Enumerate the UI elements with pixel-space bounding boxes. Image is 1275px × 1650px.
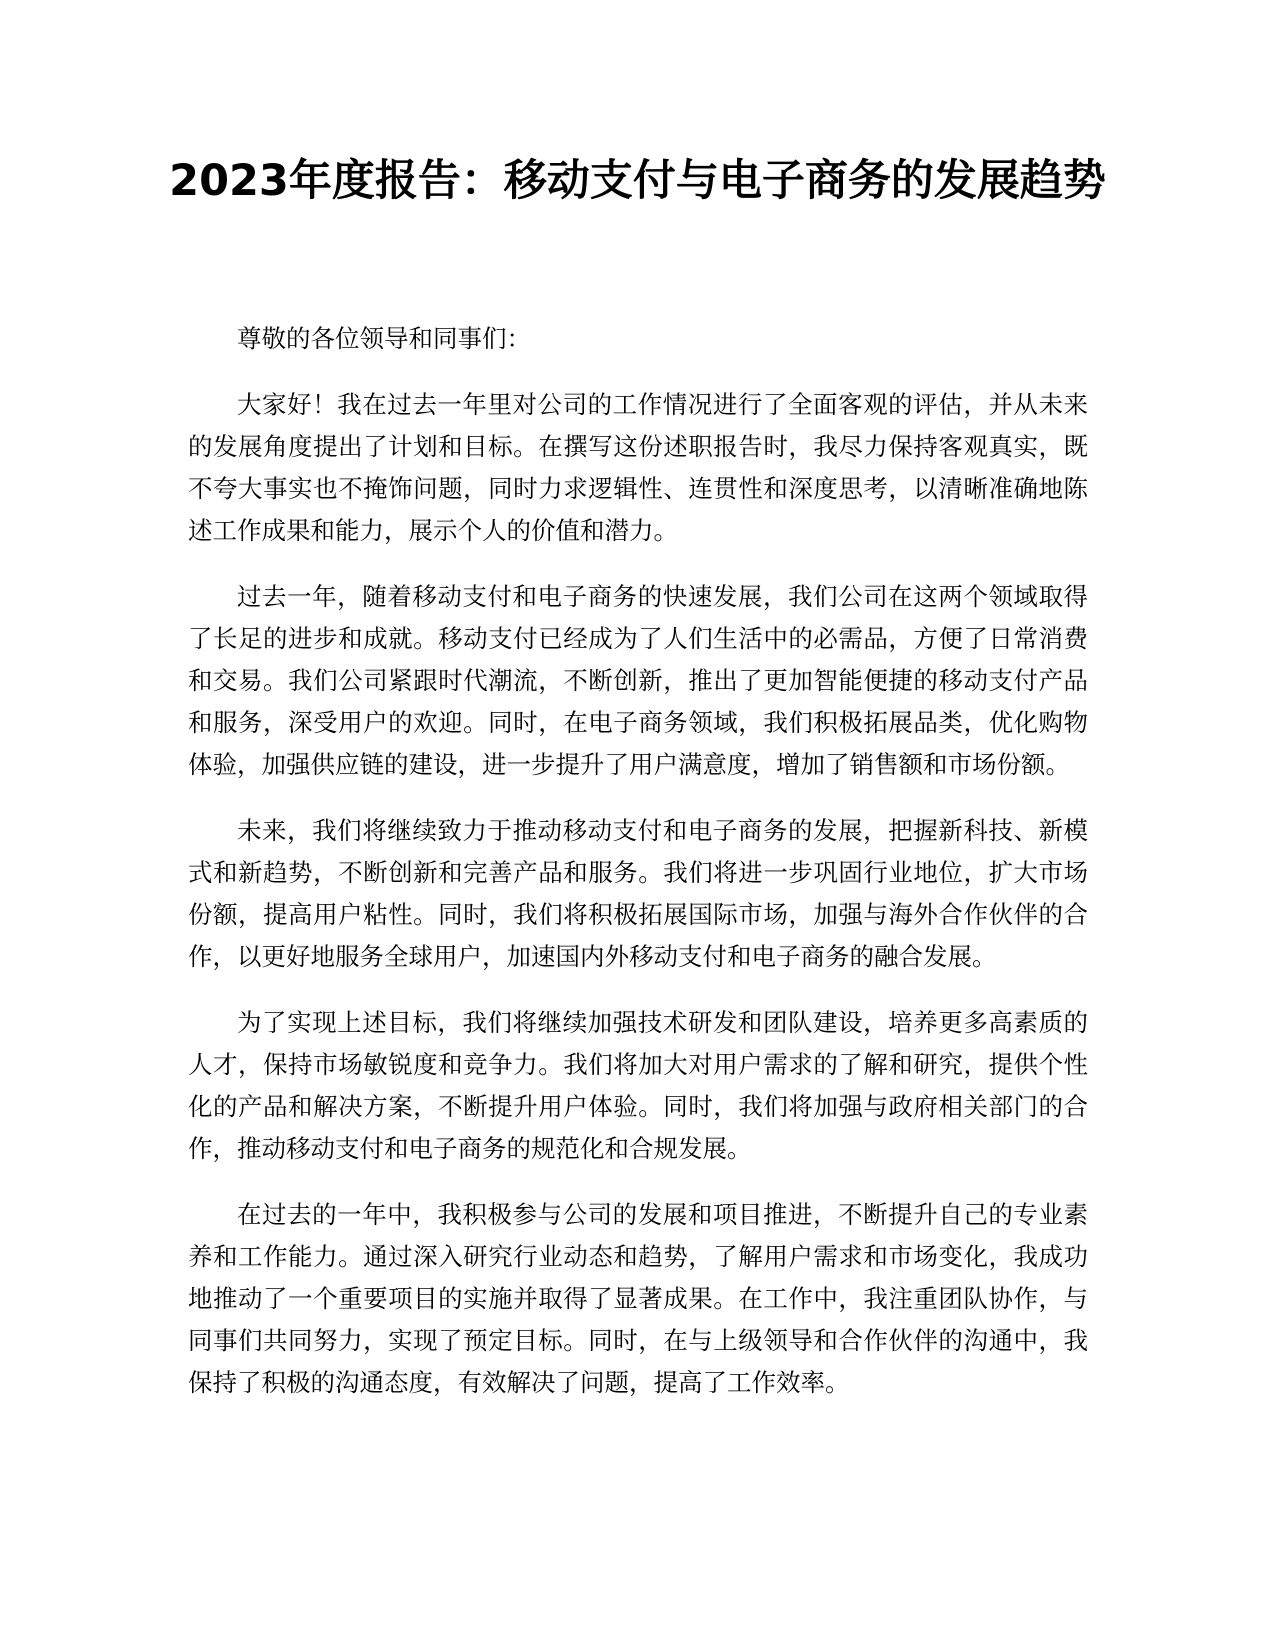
document-body [188,318,1088,1428]
paragraph-5: 在过去的一年中，我积极参与公司的发展和项目推进，不断提升自己的专业素养和工作能力。通过深入研究行业动态和趋势，了解用户需求和市场变化，我成功地推动了一个重要项目的实施并取得了显著成果。在工作中，我注重团队协作，与同事们共同努力，实现了预定目标。同时，在与上级领导和合作伙伴的沟通中，我保持了积极的沟通态度，有效解决了问题，提高了工作效率。 [188,1200,1088,1397]
paragraph-1: 大家好！我在过去一年里对公司的工作情况进行了全面客观的评估，并从未来的发展角度提出了计划和目标。在撰写这份述职报告时，我尽力保持客观真实，既不夸大事实也不掩饰问题，同时力求逻辑性、连贯性和深度思考，以清晰准确地陈述工作成果和能力，展示个人的价值和潜力。 [188,390,1088,545]
paragraph-2: 过去一年，随着移动支付和电子商务的快速发展，我们公司在这两个领域取得了长足的进步和成就。移动支付已经成为了人们生活中的必需品，方便了日常消费和交易。我们公司紧跟时代潮流，不断创新，推出了更加智能便捷的移动支付产品和服务，深受用户的欢迎。同时，在电子商务领域，我们积极拓展品类，优化购物体验，加强供应链的建设，进一步提升了用户满意度，增加了销售额和市场份额。 [188,582,1088,779]
document-title: 2023年度报告：移动支付与电子商务的发展趋势 [169,156,1106,206]
salutation: 尊敬的各位领导和同事们： [237,324,531,353]
paragraph-3: 未来，我们将继续致力于推动移动支付和电子商务的发展，把握新科技、新模式和新趋势，不断创新和完善产品和服务。我们将进一步巩固行业地位，扩大市场份额，提高用户粘性。同时，我们将积极拓展国际市场，加强与海外合作伙伴的合作，以更好地服务全球用户，加速国内外移动支付和电子商务的融合发展。 [188,816,1088,971]
paragraph-4: 为了实现上述目标，我们将继续加强技术研发和团队建设，培养更多高素质的人才，保持市场敏锐度和竞争力。我们将加大对用户需求的了解和研究，提供个性化的产品和解决方案，不断提升用户体验。同时，我们将加强与政府相关部门的合作，推动移动支付和电子商务的规范化和合规发展。 [188,1008,1088,1163]
